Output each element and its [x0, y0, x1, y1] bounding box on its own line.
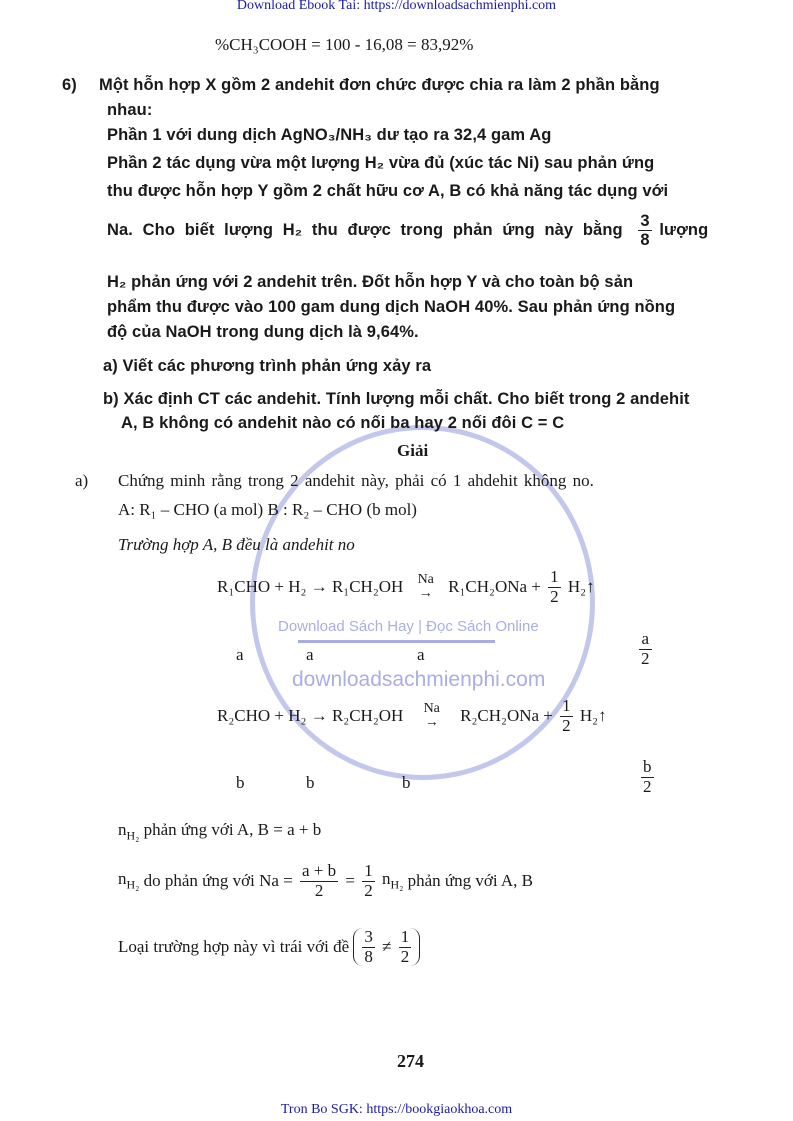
mol-value: b [306, 773, 315, 792]
mol-value: a [417, 645, 425, 664]
mol-value: a [236, 645, 244, 664]
problem-line: H₂ phản ứng với 2 andehit trên. Đốt hỗn hợp Y và cho toàn bộ sản [107, 273, 634, 291]
question-b: b) Xác định CT các andehit. Tính lượng mỗi chất. Cho biết trong 2 andehit [103, 390, 690, 408]
mol-value: b [402, 773, 411, 792]
problem-line: Na. Cho biết lượng H₂ thu được trong phản ứng này bằng $\frac{3}{8}$ lượng [107, 212, 709, 250]
fraction: $\frac{1}{2}$ [562, 696, 571, 735]
problem-line: Phần 2 tác dụng vừa một lượng H₂ vừa đủ (xúc tác Ni) sau phản ứng [107, 154, 655, 172]
top-formula: %CH₃COOH = 100 - 16,08 = 83,92% [215, 35, 474, 54]
footer-link[interactable]: Tron Bo SGK: https://bookgiaokhoa.com [280, 1102, 513, 1117]
solution-line: Loại trường hợp này vì trái với đề $\frac{3}{8}$ ≠ $\frac{1}{2}$ [118, 928, 420, 966]
page-number: 274 [397, 1051, 424, 1071]
solution-line: Trường hợp A, B đều là andehit no [118, 535, 355, 554]
fraction: $\frac{3}{8}$ [640, 212, 650, 250]
question-b-cont: A, B không có andehit nào có nối ba hay 2 nối đôi C = C [121, 414, 565, 432]
problem-line: nhau: [107, 101, 153, 119]
mol-value: a [306, 645, 314, 664]
mol-value: b [236, 773, 245, 792]
solution-line: Chứng minh rằng trong 2 andehit này, phải có 1 ahdehit không no. [118, 471, 594, 490]
watermark-line [298, 640, 495, 643]
solution-line: $n_{H_2}$ phản ứng với A, B = a + b [118, 820, 322, 843]
watermark-site: downloadsachmienphi.com [292, 668, 546, 691]
problem-line: Một hỗn hợp X gồm 2 andehit đơn chức được chia ra làm 2 phần bằng [99, 76, 660, 94]
question-a: a) Viết các phương trình phản ứng xảy ra [103, 357, 432, 375]
problem-line: Phần 1 với dung dịch AgNO₃/NH₃ dư tạo ra 32,4 gam Ag [107, 126, 552, 144]
problem-number: 6) [62, 76, 77, 94]
condition-parenthesis: $\frac{3}{8}$ ≠ $\frac{1}{2}$ [353, 928, 420, 966]
fraction: $\frac{1}{2}$ [550, 567, 559, 606]
solution-label-a: a) [75, 471, 89, 490]
solution-title: Giải [397, 441, 429, 460]
equation-2: R₂CHO + H₂ → R₂CH₂OH Na → R₂CH₂ONa + $\frac{1}{2}$ H₂↑ [217, 696, 607, 735]
mol-fraction: $\frac{b}{2}$ [643, 757, 652, 796]
solution-line: $n_{H_2}$ do phản ứng với Na = $\frac{a + b}{2}$ = $\frac{1}{2}$ $n_{H_2}$ phản ứng với A, B [118, 861, 533, 900]
mol-fraction: $\frac{a}{2}$ [641, 629, 650, 668]
problem-line: phẩm thu được vào 100 gam dung dịch NaOH 40%. Sau phản ứng nồng [107, 298, 676, 316]
solution-line: A: R₁ – CHO (a mol) B : R₂ – CHO (b mol) [118, 500, 417, 519]
watermark-slogan: Download Sách Hay | Đọc Sách Online [278, 618, 539, 635]
problem-line: độ của NaOH trong dung dịch là 9,64%. [107, 323, 419, 341]
equation-1: R₁CHO + H₂ → R₁CH₂OH Na → R₁CH₂ONa + $\frac{1}{2}$ H₂↑ [217, 567, 595, 606]
header-link[interactable]: Download Ebook Tai: https://downloadsachmienphi.com [236, 0, 557, 13]
problem-line: thu được hỗn hợp Y gồm 2 chất hữu cơ A, B có khả năng tác dụng với [107, 182, 669, 200]
